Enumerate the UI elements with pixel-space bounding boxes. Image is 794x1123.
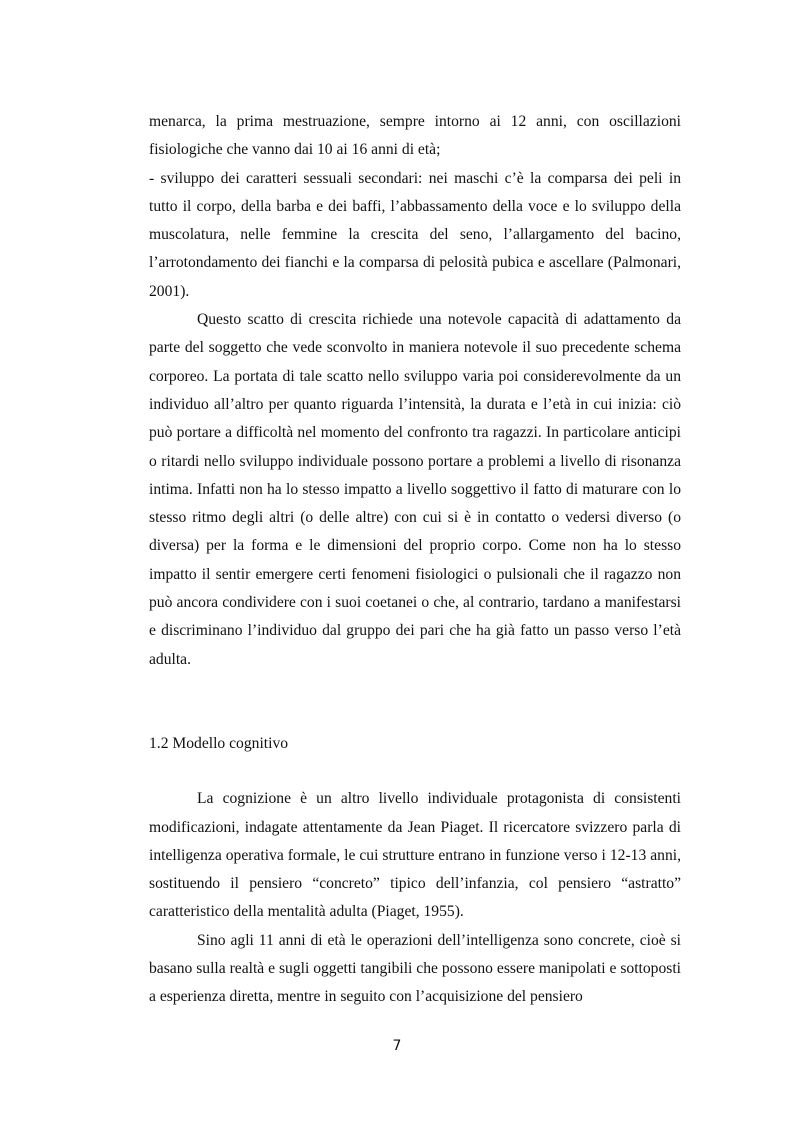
spacer [149,758,681,785]
paragraph-growth-spurt: Questo scatto di crescita richiede una notevole capacità di adattamento da parte del soggetto che vede sconvolto in maniera notevole il suo precedente schema corporeo. La portata di tale scatto nello sviluppo varia poi considerevolmente da un individuo all’altro per quanto riguarda l’intensità, la durata e l’età in cui inizia: ciò può portare a difficoltà nel momento del confronto tra ragazzi. In particolare anticipi o ritardi nello sviluppo individuale possono portare a problemi a livello di risonanza intima. Infatti non ha lo stesso impatto a livello soggettivo il fatto di maturare con lo stesso ritmo degli altri (o delle altre) con cui si è in contatto o vedersi diverso (o diversa) per la forma e le dimensioni del proprio corpo. Come non ha lo stesso impatto il sentir emergere certi fenomeni fisiologici o pulsionali che il ragazzo non può ancora condividere con i suoi coetanei o che, al contrario, tardano a manifestarsi e discriminano l’individuo dal gruppo dei pari che ha già fatto un passo verso l’età adulta. [149,311,681,668]
paragraph-cognition: La cognizione è un altro livello individuale protagonista di consistenti modificazioni, indagate attentamente da Jean Piaget. Il ricercatore svizzero parla di intelligenza operativa formale, le cui strutture entrano in funzione verso i 12-13 anni, sostituendo il pensiero “concreto” tipico dell’infanzia, col pensiero “astratto” caratteristico della mentalità adulta (Piaget, 1955). [149,790,681,921]
section-heading: 1.2 Modello cognitivo [149,734,289,752]
body-text [149,108,681,1012]
page-number: 7 [392,1038,402,1054]
paragraph-secondary-characters: - sviluppo dei caratteri sessuali secondari: nei maschi c’è la comparsa dei peli in tutto il corpo, della barba e dei baffi, l’abbassamento della voce e lo sviluppo della muscolatura, nelle femmine la crescita del seno, l’allargamento del bacino, l’arrotondamento dei fianchi e la comparsa di pelosità pubica e ascellare (Palmonari, 2001). [149,169,681,300]
paragraph-menarca: menarca, la prima mestruazione, sempre intorno ai 12 anni, con oscillazioni fisiologiche che vanno dai 10 ai 16 anni di età; [149,113,681,159]
paragraph-concrete-operations: Sino agli 11 anni di età le operazioni dell’intelligenza sono concrete, cioè si basano sulla realtà e sugli oggetti tangibili che possono essere manipolati e sottoposti a esperienza diretta, mentre in seguito con l’acquisizione del pensiero [149,931,681,1006]
spacer [149,674,681,730]
